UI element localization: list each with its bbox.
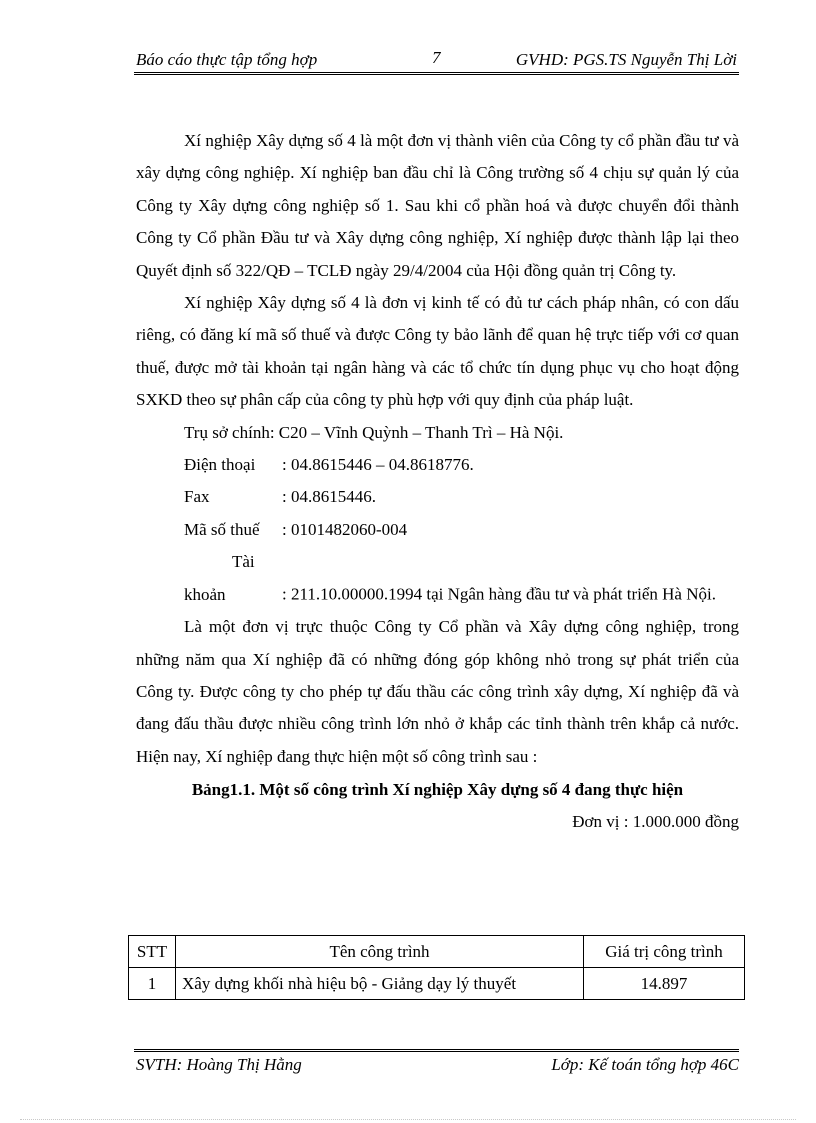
phone-label: Điện thoại [184,455,256,475]
account-value: : 211.10.00000.1994 tại Ngân hàng đầu tư và phát triển Hà Nội. [282,584,716,604]
cell-project-name: Xây dựng khối nhà hiệu bộ - Giảng dạy lý thuyết [176,968,584,1000]
head-office: Trụ sở chính: C20 – Vĩnh Quỳnh – Thanh Trì – Hà Nội. [184,422,564,442]
table-unit: Đơn vị : 1.000.000 đồng [572,812,739,832]
tax-value: : 0101482060-004 [282,519,408,539]
page-header [134,48,739,72]
table-row [129,968,745,1000]
class-name: Lớp: Kế toán tổng hợp 46C [551,1055,739,1074]
document-body [136,125,739,837]
student-name: SVTH: Hoàng Thị Hằng [136,1055,302,1074]
header-stt: STT [129,936,176,968]
table-caption: Bảng1.1. Một số công trình Xí nghiệp Xây dựng số 4 đang thực hiện [191,780,684,800]
footer-rule [134,1049,739,1052]
account-label: Tài khoản [184,552,255,604]
tax-line [136,514,739,546]
fax-value: : 04.8615446. [282,487,376,507]
projects-table [128,935,745,1000]
phone-line [136,449,739,481]
cell-project-value: 14.897 [584,968,745,1000]
header-rule [134,72,739,75]
tax-label: Mã số thuế [184,519,260,539]
supervisor: GVHD: PGS.TS Nguyễn Thị Lời [515,50,737,69]
page-number: 7 [432,48,441,67]
fax-line [136,481,739,513]
phone-value: : 04.8615446 – 04.8618776. [282,455,474,475]
paragraph-history: Xí nghiệp Xây dựng số 4 là một đơn vị thành viên của Công ty cổ phần đầu tư và xây dựng công nghiệp. Xí nghiệp ban đầu chỉ là Công trường số 4 chịu sự quản lý của Công ty Xây dựng công nghiệp số 1. Sau khi cổ phần hoá và được chuyển đổi thành Công ty Cổ phần Đầu tư và Xây dựng công nghiệp, Xí nghiệp được thành lập lại theo Quyết định số 322/QĐ – TCLĐ ngày 29/4/2004 của Hội đồng quản trị Công ty. [136,131,739,280]
fax-label: Fax [184,487,210,507]
page-footer [134,1053,739,1077]
page-bottom-dotted-line [20,1119,796,1120]
account-line [136,546,739,611]
report-title: Báo cáo thực tập tổng hợp [136,50,318,69]
paragraph-projects: Là một đơn vị trực thuộc Công ty Cổ phần và Xây dựng công nghiệp, trong những năm qua Xí nghiệp đã có những đóng góp không nhỏ trong sự phát triển của Công ty. Được công ty cho phép tự đấu thầu các công trình xây dựng, Xí nghiệp đã và đang đấu thầu được nhiều công trình lớn nhỏ ở khắp các tỉnh thành trên khắp cả nước. Hiện nay, Xí nghiệp đang thực hiện một số công trình sau : [136,617,739,766]
cell-stt: 1 [129,968,176,1000]
header-project-name: Tên công trình [176,936,584,968]
table-header-row [129,936,745,968]
paragraph-legal-status: Xí nghiệp Xây dựng số 4 là đơn vị kinh tế có đủ tư cách pháp nhân, có con dấu riêng, có đăng kí mã số thuế và được Công ty bảo lãnh để quan hệ trực tiếp với cơ quan thuế, được mở tài khoản tại ngân hàng và các tổ chức tín dụng phục vụ cho hoạt động SXKD theo sự phân cấp của công ty phù hợp với quy định của pháp luật. [136,293,739,410]
header-project-value: Giá trị công trình [584,936,745,968]
